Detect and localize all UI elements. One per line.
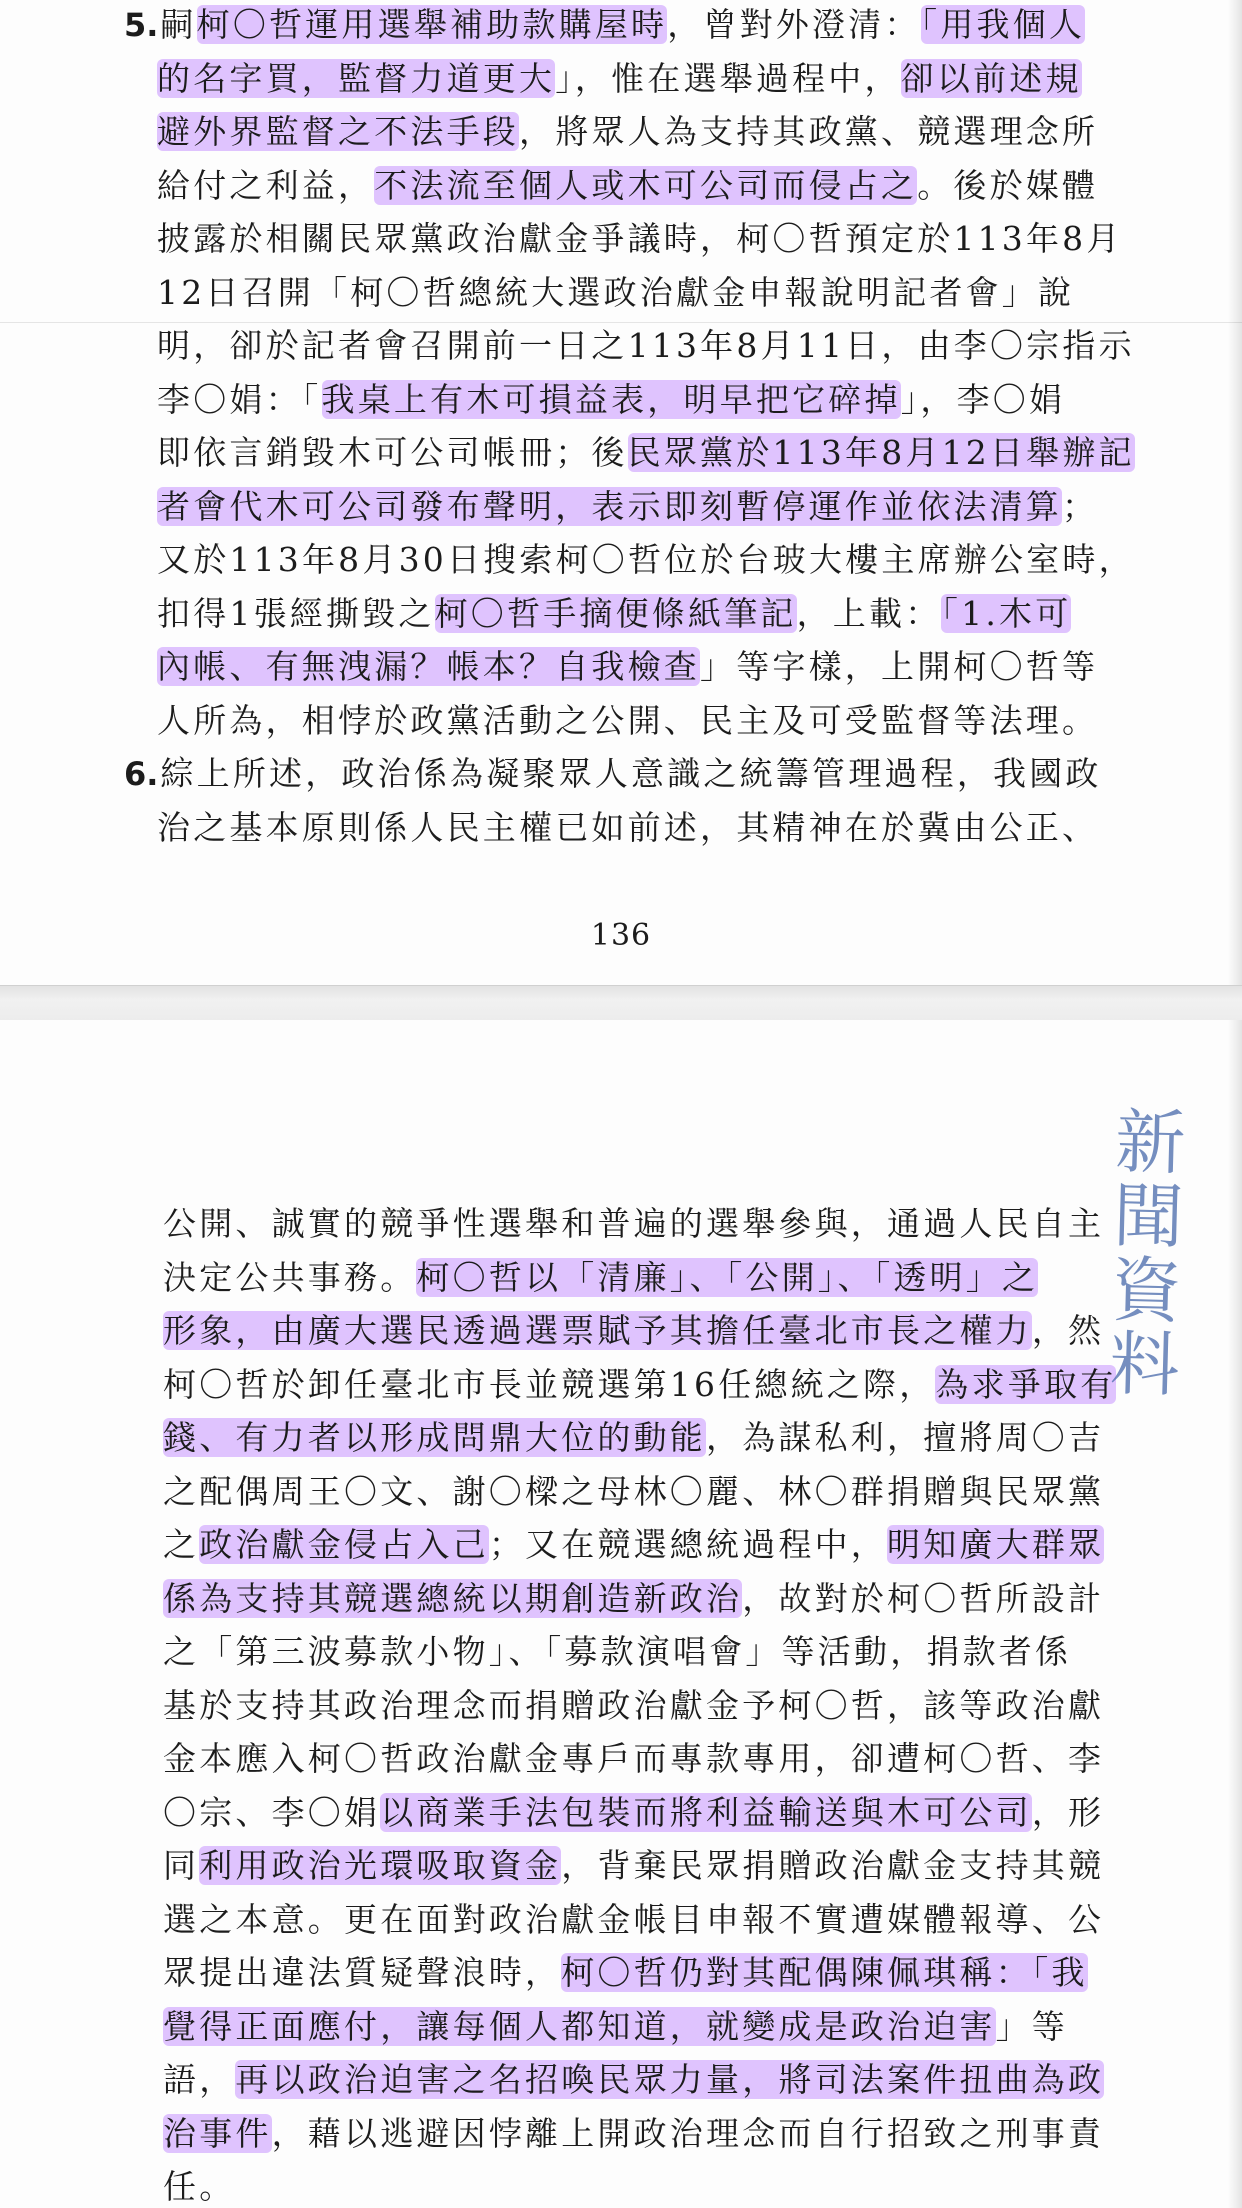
text-line [163,1686,1104,1726]
text-line [163,1204,1104,1244]
text-run: 公開、誠實的競爭性選舉和普遍的選舉參與，通過人民自主 [163,1204,1105,1243]
news-material-stamp: 新聞資料 [1097,1103,1187,1402]
text-run: 扣得1張經撕毀之 [157,593,435,633]
highlighted-text: 不法流至個人或木可公司而侵占之 [374,165,918,205]
text-run: 綜上所述，政治係為凝聚眾人意識之統籌管理過程，我國政 [160,754,1102,793]
text-run: 人所為，相悖於政黨活動之公開、民主及可受監督等法理。 [157,700,1099,740]
text-line [157,647,1098,687]
highlighted-text: 治事件 [163,2113,272,2153]
text-run: 即依言銷毀木可公司帳冊；後 [157,433,628,472]
highlighted-text: 覺得正面應付，讓每個人都知道，就變成是政治迫害 [163,2006,996,2046]
text-run: ，然 [1031,1311,1105,1350]
page-number: 136 [590,918,652,953]
text-line [157,219,1123,259]
text-run: 選之本意。更在面對政治獻金帳目申報不實遭媒體報導、公 [163,1899,1105,1939]
text-line [157,112,1098,152]
text-line [157,701,1098,741]
item-number: 6. [124,755,159,793]
document-page-top [0,0,1242,985]
highlighted-text: 柯〇哲仍對其配偶陳佩琪稱：「我 [561,1953,1088,1992]
text-run: 之配偶周王〇文、謝〇樑之母林〇麗、林〇群捐贈與民眾黨 [163,1471,1105,1511]
highlighted-text: 錢、有力者以形成問鼎大位的動能 [163,1418,706,1457]
text-run: 語， [163,2060,236,2099]
text-run: 李〇娟：「 [157,379,322,419]
text-line [163,2007,1068,2047]
text-run: 眾提出違法質疑聲浪時， [163,1953,562,1992]
text-line [157,594,1071,634]
text-line [157,273,1074,313]
text-run: 」，李〇娟 [900,379,1066,419]
text-run: 。後於媒體 [917,165,1099,205]
text-line [157,808,1098,848]
highlighted-text: 再以政治迫害之名招喚民眾力量，將司法案件扭曲為政 [235,2060,1105,2099]
text-run: ，形 [1031,1792,1105,1832]
text-run: ，背棄民眾捐贈政治獻金支持其競 [561,1846,1105,1885]
text-line [124,754,1102,794]
text-run: 披露於相關民眾黨政治獻金爭議時，柯〇哲預定於113年8月 [157,219,1123,258]
text-run: 之「第三波募款小物」、「募款演唱會」等活動，捐款者係 [163,1632,1072,1671]
highlighted-text: 避外界監督之不法手段 [157,112,519,151]
text-run: 又於113年8月30日搜索柯〇哲位於台玻大樓主席辦公室時， [157,540,1135,579]
text-run: 基於支持其政治理念而捐贈政治獻金予柯〇哲，該等政治獻 [163,1685,1105,1725]
scan-artifact-line [0,322,1242,323]
highlighted-text: 柯〇哲以「清廉」、「公開」、「透明」之 [416,1257,1039,1297]
text-line [157,59,1082,99]
text-run: ，為謀私利，擅將周〇吉 [706,1418,1105,1457]
text-line [163,2114,1104,2154]
text-line [163,2167,235,2207]
text-line [163,1418,1104,1458]
text-line [163,1525,1104,1565]
text-run: 」等字樣，上開柯〇哲等 [700,647,1099,686]
highlighted-text: 卻以前述規 [900,58,1082,98]
text-run: 治之基本原則係人民主權已如前述，其精神在於冀由公正、 [157,807,1099,847]
page-edge-shadow [1228,0,1242,985]
text-line [163,1953,1088,1993]
page-gap [0,985,1242,1022]
highlighted-text: 以商業手法包裝而將利益輸送與木可公司 [380,1792,1032,1832]
text-run: 」等 [995,2006,1069,2046]
text-line [157,380,1065,420]
text-run: 任。 [163,2167,236,2206]
text-line [163,1579,1104,1619]
text-run: 同 [163,1846,200,1885]
highlighted-text: 「用我個人 [920,5,1086,44]
page-edge-shadow [1228,1020,1242,2208]
highlighted-text: 「1.木可 [941,593,1072,633]
highlighted-text: 明知廣大群眾 [887,1525,1105,1564]
text-run: 金本應入柯〇哲政治獻金專戶而專款專用，卻遭柯〇哲、李 [163,1739,1105,1778]
text-run: 明，卻於記者會召開前一日之113年8月11日，由李〇宗指示 [157,326,1135,365]
highlighted-text: 政治獻金侵占入己 [199,1525,489,1564]
text-line [163,1900,1104,1940]
highlighted-text: 民眾黨於113年8月12日舉辦記 [627,433,1135,472]
text-line [157,326,1135,366]
text-run: ，將眾人為支持其政黨、競選理念所 [519,112,1099,151]
text-line [163,1846,1104,1886]
highlighted-text: 者會代木可公司發布聲明，表示即刻暫停運作並依法清算 [157,486,1062,526]
highlighted-text: 利用政治光環吸取資金 [199,1846,562,1885]
text-line [163,1739,1104,1779]
highlighted-text: 為求爭取有 [935,1364,1117,1404]
highlighted-text: 內帳、有無洩漏？帳本？自我檢查 [157,647,700,686]
text-run: 給付之利益， [157,165,375,205]
item-number: 5. [124,6,159,44]
highlighted-text: 形象，由廣大選民透過選票賦予其擔任臺北市長之權力 [163,1311,1032,1350]
text-run: ，上載： [796,593,942,633]
text-run: 」，惟在選舉過程中， [555,58,901,98]
text-run: ，曾對外澄清： [667,5,921,44]
text-line [163,1632,1071,1672]
highlighted-text: 柯〇哲手摘便條紙筆記 [434,593,797,633]
text-line [157,540,1135,580]
text-run: ，故對於柯〇哲所設計 [742,1578,1105,1618]
text-line [124,5,1085,45]
text-run: ，藉以逃避因悖離上開政治理念而自行招致之刑事責 [271,2113,1105,2153]
text-run: ；又在競選總統過程中， [488,1525,888,1564]
text-line [157,166,1098,206]
text-line [163,1258,1038,1298]
highlighted-text: 的名字買，監督力道更大 [157,58,556,98]
text-run: 〇宗、李〇娟 [163,1792,381,1832]
text-line [157,487,1098,527]
text-line [163,1793,1104,1833]
text-run: 12日召開「柯〇哲總統大選政治獻金申報說明記者會」說 [157,272,1075,312]
text-run: 柯〇哲於卸任臺北市長並競選第16任總統之際， [163,1364,936,1404]
text-run: 之 [163,1525,200,1564]
text-line [163,1365,1116,1405]
text-run: ； [1062,486,1099,526]
text-line [157,433,1135,473]
text-line [163,2060,1104,2100]
text-run: 決定公共事務。 [163,1257,417,1297]
text-line [163,1311,1104,1351]
text-line [163,1472,1104,1512]
highlighted-text: 柯〇哲運用選舉補助款購屋時 [196,5,668,44]
highlighted-text: 係為支持其競選總統以期創造新政治 [163,1578,743,1618]
document-page-bottom [0,1020,1242,2208]
text-run: 嗣 [160,5,197,44]
highlighted-text: 我桌上有木可損益表，明早把它碎掉 [321,379,901,419]
